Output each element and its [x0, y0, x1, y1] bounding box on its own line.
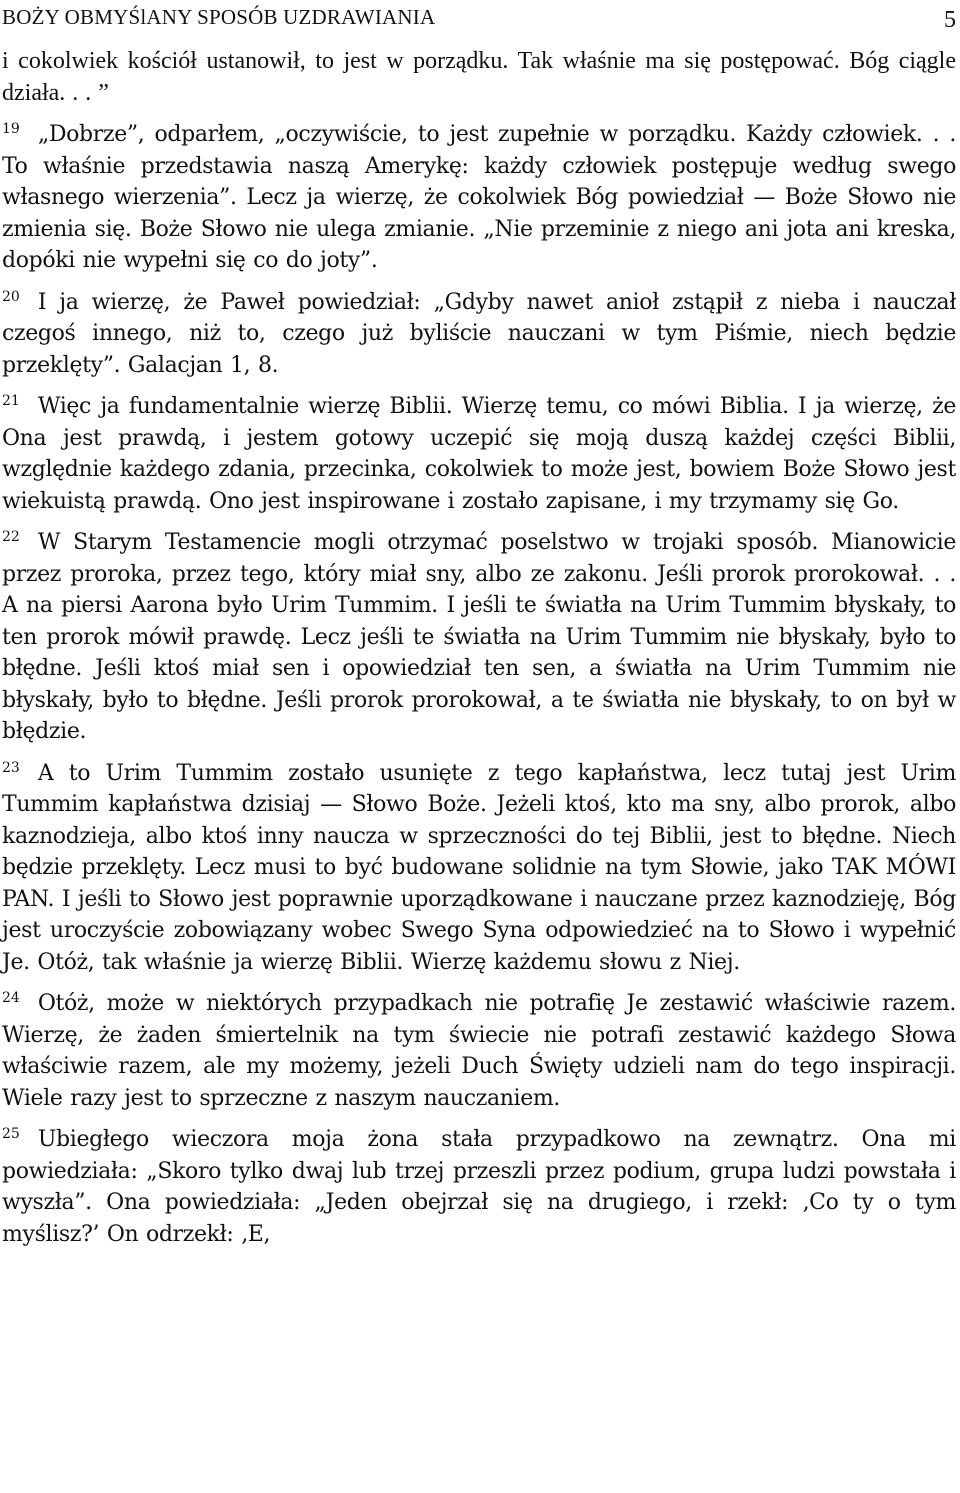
page-number: 5: [944, 7, 956, 33]
paragraph-22: [2, 522, 956, 748]
paragraph-24: [2, 983, 956, 1114]
paragraph-number: 22: [2, 529, 20, 545]
paragraph-text: Otóż, może w niektórych przypadkach nie potrafię Je zestawić właściwie razem. Wierzę, że żaden śmiertelnik na tym świecie nie potrafi zestawić każdego Słowa właściwie razem, ale my możemy, jeżeli Duch Święty udzieli nam do tego inspiracji. Wiele razy jest to sprzeczne z naszym nauczaniem.: [2, 991, 956, 1111]
paragraph-number: 25: [2, 1126, 20, 1142]
running-header: [2, 0, 956, 36]
paragraph-number: 20: [2, 288, 20, 305]
paragraph-21: [2, 386, 956, 517]
paragraph-number: 21: [2, 393, 20, 409]
book-title: BOŻY OBMYŚlANY SPOSÓB UZDRAWIANIA: [2, 5, 436, 29]
paragraph-continued: [2, 46, 956, 109]
paragraph-19: [2, 114, 956, 277]
paragraph-number: 24: [2, 990, 20, 1006]
paragraph-25: [2, 1119, 956, 1250]
paragraph-text: I ja wierzę, że Paweł powiedział: „Gdyby nawet anioł zstąpił z nieba i nauczał czegoś innego, niż to, czego już byliście nauczani w tym Piśmie, niech będzie przeklęty”. Galacjan 1, 8.: [2, 289, 956, 378]
paragraph-text: i cokolwiek kościół ustanowił, to jest w porządku. Tak właśnie ma się postępować. Bóg ciągle działa. . . ”: [2, 48, 956, 106]
paragraph-23: [2, 753, 956, 979]
paragraph-text: Więc ja fundamentalnie wierzę Biblii. Wierzę temu, co mówi Biblia. I ja wierzę, że Ona jest prawdą, i jestem gotowy uczepić się moją duszą każdej części Biblii, względnie każdego zdania, przecinka, cokolwiek to może jest, bowiem Boże Słowo jest wiekuistą prawdą. Ono jest inspirowane i zostało zapisane, i my trzymamy się Go.: [2, 394, 956, 514]
paragraph-text: W Starym Testamencie mogli otrzymać poselstwo w trojaki sposób. Mianowicie przez proroka, przez tego, który miał sny, albo ze zakonu. Jeśli prorok prorokował. . . A na piersi Aarona było Urim Tummim. I jeśli te światła na Urim Tummim błyskały, to ten prorok mówił prawdę. Lecz jeśli te światła na Urim Tummim nie błyskały, było to błędne. Jeśli ktoś miał sen i opowiedział ten sen, a światła na Urim Tummim nie błyskały, było to błędne. Jeśli prorok prorokował, a te światła nie błyskały, to on był w błędzie.: [2, 530, 956, 744]
paragraph-text: A to Urim Tummim zostało usunięte z tego kapłaństwa, lecz tutaj jest Urim Tummim kapłaństwa dzisiaj — Słowo Boże. Jeżeli ktoś, kto ma sny, albo prorok, albo kaznodzieja, albo ktoś inny naucza w sprzeczności do tej Biblii, jest to błędne. Niech będzie przeklęty. Lecz musi to być budowane solidnie na tym Słowie, jako TAK MÓWI PAN. I jeśli to Słowo jest poprawnie uporządkowane i nauczane przez kaznodzieję, Bóg jest uroczyście zobowiązany wobec Swego Syna odpowiedzieć na to Słowo i wypełnić Je. Otóż, tak właśnie ja wierzę Biblii. Wierzę każdemu słowu z Niej.: [2, 760, 956, 975]
paragraph-text: „Dobrze”, odparłem, „oczywiście, to jest zupełnie w porządku. Każdy człowiek. . . To właśnie przedstawia naszą Amerykę: każdy człowiek postępuje według swego własnego wierzenia”. Lecz ja wierzę, że cokolwiek Bóg powiedział — Boże Słowo nie zmienia się. Boże Słowo nie ulega zmianie. „Nie przeminie z niego ani jota ani kreska, dopóki nie wypełni się co do joty”.: [2, 122, 956, 273]
paragraph-20: [2, 282, 956, 382]
paragraph-number: 23: [2, 759, 20, 776]
paragraph-text: Ubiegłego wieczora moja żona stała przypadkowo na zewnątrz. Ona mi powiedziała: „Skoro tylko dwaj lub trzej przeszli przez podium, grupa ludzi powstała i wyszła”. Ona powiedziała: „Jeden obejrzał się na drugiego, i rzekł: ‚Co ty o tym myślisz?’ On odrzekł: ‚E,: [2, 1127, 956, 1247]
paragraph-number: 19: [2, 121, 20, 137]
